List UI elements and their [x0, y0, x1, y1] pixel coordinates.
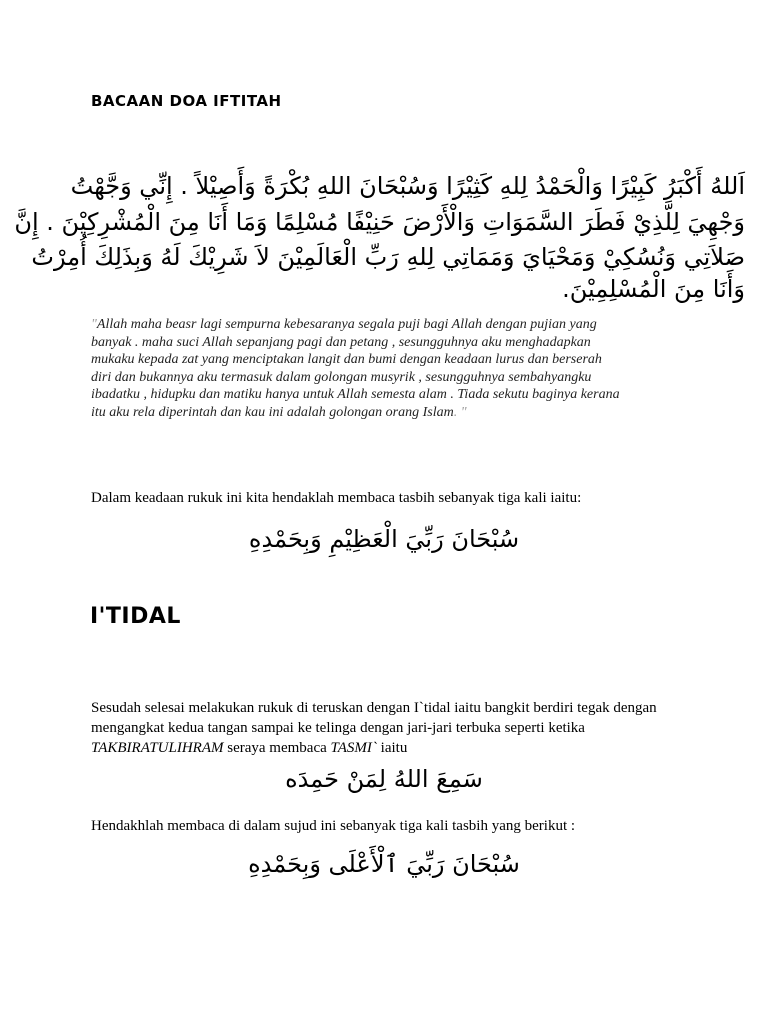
- translation-text: Allah maha beasr lagi sempurna kebesaranya segala puji bagi Allah dengan pujian yang banyak . maha suci Allah sepanjang pagi dan petang , sesungguhnya aku menghadapkan mukaku kepada zat yang menciptakan langit dan bumi dengan keadaan lurus dan berserah diri dan bukannya aku termasuk dalam golongan musyrik , sesungguhnya sembahyangku ibadatku , hidupku dan matiku hanya untuk Allah semesta alam . Tiada sekutu baginya kerana itu aku rela diperintah dan kau ini adalah golongan orang Islam: [91, 317, 620, 420]
- text: iaitu: [376, 740, 408, 756]
- page-title: BACAAN DOA IFTITAH: [91, 92, 282, 110]
- rukuk-tasbih-arabic: سُبْحَانَ رَبِّيَ الْعَظِيْمِ وَبِحَمْدِهِ: [248, 525, 520, 553]
- itidal-paragraph: [91, 698, 671, 758]
- arabic-line: اَللهُ أَكْبَرُ كَبِيْرًا وَالْحَمْدُ لِلهِ كَثِيْرًا وَسُبْحَانَ اللهِ بُكْرَةً وَأَصِيْلاً . إِنِّي وَجَّهْتُ: [70, 172, 745, 200]
- rukuk-intro: Dalam keadaan rukuk ini kita hendaklah membaca tasbih sebanyak tiga kali iaitu:: [91, 490, 582, 506]
- emphasis: TASMI`: [330, 740, 377, 756]
- arabic-line: صَلاَتِي وَنُسُكِيْ وَمَحْيَايَ وَمَمَاتِي لِلهِ رَبِّ الْعَالَمِيْنَ لاَ شَرِيْكَ لَهُ وَبِذَلِكَ أُمِرْتُ: [31, 243, 745, 271]
- emphasis: TAKBIRATULIHRAM: [91, 740, 224, 756]
- close-quote: . ": [453, 404, 467, 420]
- translation-paragraph: [91, 316, 621, 421]
- arabic-line: وَأَنَا مِنَ الْمُسْلِمِيْنَ.: [562, 275, 745, 303]
- sujud-intro: Hendakhlah membaca di dalam sujud ini sebanyak tiga kali tasbih yang berikut :: [91, 818, 576, 834]
- tasmi-arabic: سَمِعَ اللهُ لِمَنْ حَمِدَه: [285, 765, 483, 793]
- arabic-line: وَجْهِيَ لِلَّذِيْ فَطَرَ السَّمَوَاتِ وَالْأَرْضَ حَنِيْفًا مُسْلِمًا وَمَا أَنَا مِنَ الْمُشْرِكِيْنَ . إِنَّ: [14, 208, 745, 236]
- section-heading: I'TIDAL: [90, 604, 181, 629]
- text: seraya membaca: [223, 740, 331, 756]
- text: Sesudah selesai melakukan rukuk di teruskan dengan I`tidal iaitu bangkit berdiri tegak dengan mengangkat kedua tangan sampai ke telinga dengan jari-jari terbuka seperti ketika: [91, 700, 657, 736]
- open-quote: ": [91, 317, 97, 332]
- sujud-tasbih-arabic: سُبْحَانَ رَبِّيَ ٱلْأَعْلَى وَبِحَمْدِهِ: [248, 850, 520, 878]
